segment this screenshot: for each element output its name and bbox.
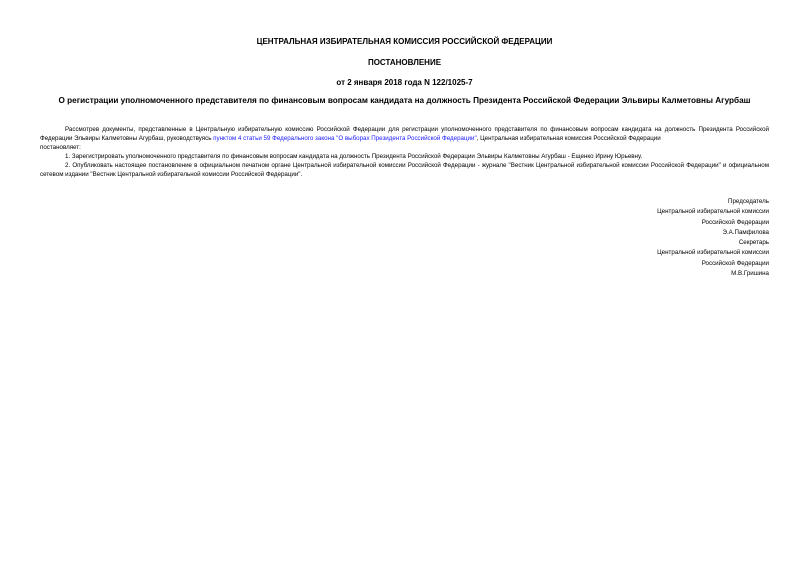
preamble-text-start: Рассмотрев документы, представленные в Центральную избирательную комиссию Российской Федерации для регистрации уполномоченного представителя по финансовым вопросам кандидата на должность Президента Российской Федерации Эльвиры Калметовны Агурбаш, руководствуясь bbox=[40, 126, 769, 142]
document-type-heading: ПОСТАНОВЛЕНИЕ bbox=[367, 58, 442, 67]
commission-heading: ЦЕНТРАЛЬНАЯ ИЗБИРАТЕЛЬНАЯ КОМИССИЯ РОССИЙСКОЙ ФЕДЕРАЦИИ bbox=[256, 37, 553, 46]
secretary-org-line-1: Центральной избирательной комиссии bbox=[657, 249, 769, 257]
secretary-title: Секретарь bbox=[738, 239, 769, 247]
chair-name: Э.А.Памфилова bbox=[722, 228, 769, 236]
secretary-name: М.В.Гришина bbox=[731, 270, 769, 278]
resolves-text: постановляет: bbox=[40, 144, 81, 151]
preamble-paragraph bbox=[40, 125, 769, 143]
document-title: О регистрации уполномоченного представителя по финансовым вопросам кандидата на должность Президента Российской Федерации Эльвиры Калметовны Агурбаш bbox=[58, 96, 751, 105]
law-reference-link[interactable]: пунктом 4 статьи 59 Федерального закона "О выборах Президента Российской Федерации" bbox=[213, 135, 477, 142]
chair-org-line-2: Российской Федерации bbox=[701, 218, 769, 226]
signature-block bbox=[469, 197, 769, 279]
document-body bbox=[40, 125, 769, 179]
resolution-item-2: 2. Опубликовать настоящее постановление в официальном печатном органе Центральной избирательной комиссии Российской Федерации - журнале "Вестник Центральной избирательной комиссии Российской Федерации" и официальном сетевом издании "Вестник Центральной избирательной комиссии Российской Федерации". bbox=[40, 162, 769, 178]
chair-title: Председатель bbox=[728, 198, 769, 205]
preamble-text-end: , Центральная избирательная комиссия Российской Федерации bbox=[476, 135, 661, 142]
date-number-heading: от 2 января 2018 года N 122/1025-7 bbox=[336, 78, 473, 87]
resolution-item-1: 1. Зарегистрировать уполномоченного представителя по финансовым вопросам кандидата на должность Президента Российской Федерации Эльвиры Калметовны Агурбаш - Ещенко Ирину Юрьевну. bbox=[65, 153, 643, 160]
chair-org-line-1: Центральной избирательной комиссии bbox=[657, 208, 769, 216]
secretary-org-line-2: Российской Федерации bbox=[701, 259, 769, 267]
